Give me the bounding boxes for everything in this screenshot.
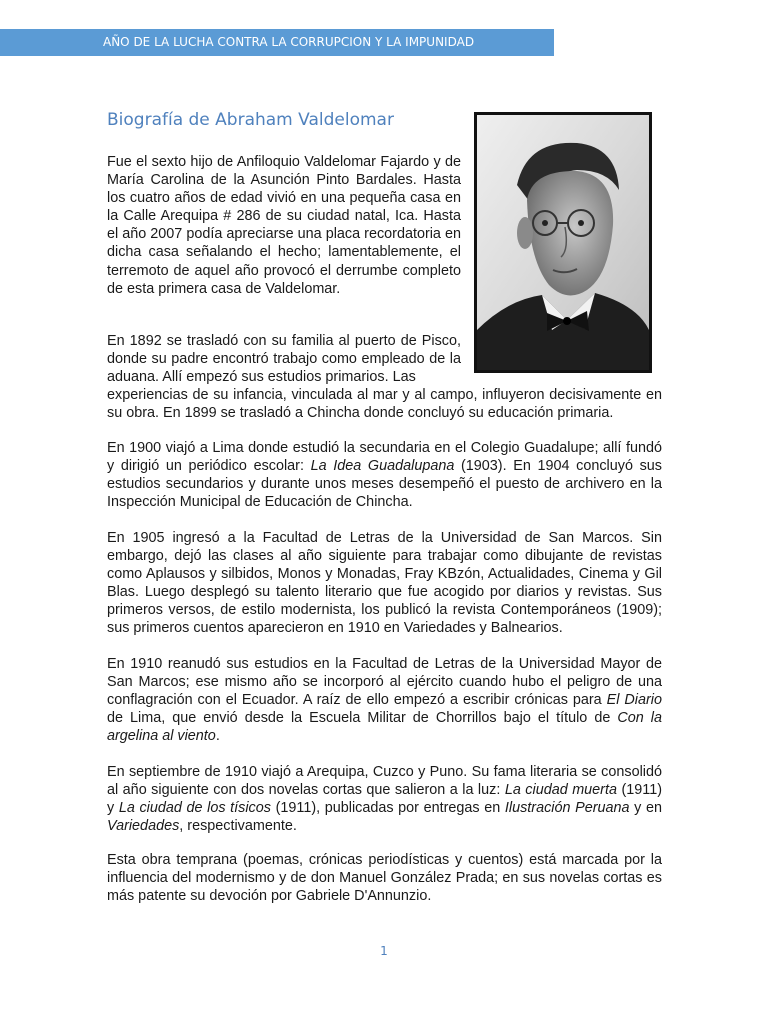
paragraph-3-italic: La Idea Guadalupana — [310, 458, 455, 475]
paragraph-5-text-middle: de Lima, que envió desde la Escuela Militar de Chorrillos bajo el título de — [107, 710, 618, 727]
paragraph-3 — [107, 439, 662, 511]
paragraph-5 — [107, 655, 662, 745]
paragraph-6-text-3: (1911), publicadas por entregas en — [270, 800, 505, 817]
page-number: 1 — [380, 944, 388, 958]
paragraph-6 — [107, 763, 662, 835]
paragraph-7: Esta obra temprana (poemas, crónicas periodísticas y cuentos) está marcada por la influencia del modernismo y de don Manuel González Prada; en sus novelas cortas es más patente su devoción por Gabriele D'Annunzio. — [107, 852, 662, 905]
paragraph-5-text-end: . — [215, 728, 220, 745]
paragraph-5-italic-2: Con la argelina al viento — [107, 710, 662, 745]
paragraph-6-italic-1: La ciudad muerta — [504, 782, 617, 799]
portrait-photo — [474, 112, 652, 373]
portrait-image — [477, 115, 649, 370]
header-banner — [0, 29, 554, 56]
paragraph-5-italic-1: El Diario — [606, 692, 662, 709]
paragraph-6-text-1: En septiembre de 1910 viajó a Arequipa, Cuzco y Puno. Su fama literaria se consolidó al año siguiente con dos novelas cortas que salieron a la luz: — [107, 764, 662, 799]
paragraph-1: Fue el sexto hijo de Anfiloquio Valdelomar Fajardo y de María Carolina de la Asunción Pinto Bardales. Hasta los cuatro años de edad vivió en una pequeña casa en la Calle Arequipa # 286 de su ciudad natal, Ica. Hasta el año 2007 podía apreciarse una placa recordatoria en dicha casa señalando el hecho; lamentablemente, el terremoto de aquel año provocó el derrumbe completo de esta primera casa de Valdelomar. — [107, 154, 461, 297]
page-title: Biografía de Abraham Valdelomar — [107, 110, 394, 130]
paragraph-5-text: En 1910 reanudó sus estudios en la Facultad de Letras de la Universidad Mayor de San Marcos; ese mismo año se incorporó al ejército cuando hubo el peligro de una conflagración con el Ecuador. A raíz de ello empezó a escribir crónicas para — [107, 656, 662, 709]
paragraph-6-text-4: y en — [629, 800, 662, 817]
paragraph-3-text: En 1900 viajó a Lima donde estudió la secundaria en el Colegio Guadalupe; allí fundó y dirigió un periódico escolar: — [107, 440, 662, 475]
paragraph-4: En 1905 ingresó a la Facultad de Letras de la Universidad de San Marcos. Sin embargo, dejó las clases al año siguiente para trabajar como dibujante de revistas como Aplausos y silbidos, Monos y Monadas, Fray KBzón, Actualidades, Cinema y Gil Blas. Luego desplegó su talento literario que fue acogido por diarios y revistas. Sus primeros versos, de estilo modernista, los publicó la revista Contemporáneos (1909); sus primeros cuentos aparecieron en 1910 en Variedades y Balnearios. — [107, 530, 662, 637]
header-banner-text: AÑO DE LA LUCHA CONTRA LA CORRUPCION Y LA IMPUNIDAD — [103, 35, 475, 49]
paragraph-6-text-5: , respectivamente. — [179, 818, 297, 835]
paragraph-6-text-2: (1911) y — [107, 782, 662, 817]
paragraph-6-italic-4: Variedades — [107, 818, 180, 835]
paragraph-2-part-a: En 1892 se trasladó con su familia al puerto de Pisco, donde su padre encontró trabajo como empleado de la aduana. Allí empezó sus estudios primarios. Las — [107, 333, 461, 386]
paragraph-6-italic-2: La ciudad de los tísicos — [118, 800, 271, 817]
paragraph-6-italic-3: Ilustración Peruana — [504, 800, 630, 817]
paragraph-3-text-end: (1903). En 1904 concluyó sus estudios secundarios y durante unos meses desempeñó el puesto de archivero en la Inspección Municipal de Educación de Chincha. — [107, 458, 662, 511]
paragraph-2-part-b: experiencias de su infancia, vinculada al mar y al campo, influyeron decisivamente en su obra. En 1899 se trasladó a Chincha donde concluyó su educación primaria. — [107, 387, 662, 422]
